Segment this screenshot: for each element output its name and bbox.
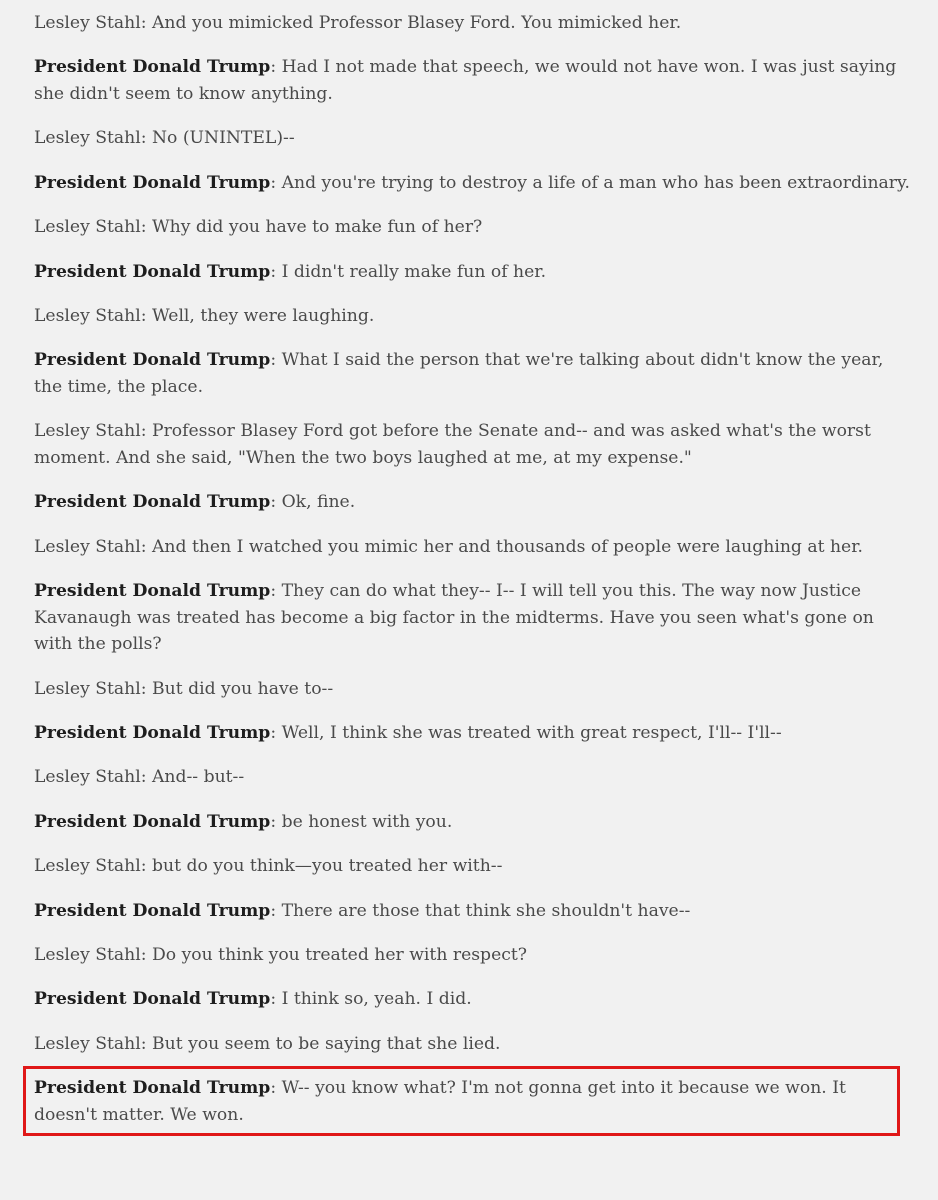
line-text: : Had I not made that speech, we would not have won. I was just saying she didn't seem to know anything.	[34, 57, 897, 104]
line-text: : Professor Blasey Ford got before the Senate and-- and was asked what's the worst moment. And she said, "When the two boys laughed at me, at my expense."	[34, 421, 871, 468]
line-text: : There are those that think she shouldn't have--	[270, 900, 691, 921]
highlighted-transcript-line	[34, 1075, 914, 1128]
line-text: : No (UNINTEL)--	[140, 128, 295, 149]
speaker-name: President Donald Trump	[34, 723, 271, 744]
speaker-name: President Donald Trump	[34, 581, 271, 602]
line-text: : but do you think—you treated her with--	[140, 856, 503, 877]
speaker-name: Lesley Stahl	[34, 945, 141, 965]
transcript-line	[34, 578, 914, 658]
transcript-line	[34, 809, 914, 836]
transcript-line	[34, 676, 914, 703]
transcript-line	[34, 303, 914, 330]
line-text: : And-- but--	[140, 767, 245, 788]
transcript-line	[34, 1031, 914, 1058]
speaker-name: Lesley Stahl	[34, 13, 141, 33]
speaker-name: Lesley Stahl	[34, 128, 141, 149]
line-text: : be honest with you.	[270, 811, 453, 832]
transcript-line	[34, 125, 914, 152]
line-text: : And you're trying to destroy a life of a man who has been extraordinary.	[270, 172, 910, 193]
speaker-name: Lesley Stahl	[34, 856, 141, 877]
line-text: : Well, they were laughing.	[140, 305, 375, 326]
transcript-line	[34, 942, 914, 969]
speaker-name: President Donald Trump	[34, 350, 271, 371]
speaker-name: Lesley Stahl	[34, 217, 141, 238]
transcript-line	[34, 418, 914, 471]
speaker-name: Lesley Stahl	[34, 1033, 141, 1054]
transcript-line	[34, 170, 914, 197]
speaker-name: President Donald Trump	[34, 492, 271, 513]
line-text: : Why did you have to make fun of her?	[140, 217, 483, 238]
line-text: : W-- you know what? I'm not gonna get into it because we won. It doesn't matter. We won.	[34, 1078, 846, 1125]
line-text: : I think so, yeah. I did.	[270, 989, 472, 1010]
transcript-line	[34, 10, 914, 37]
speaker-name: President Donald Trump	[34, 989, 271, 1010]
transcript-line	[34, 489, 914, 516]
speaker-name: President Donald Trump	[34, 1078, 271, 1099]
line-text: : And you mimicked Professor Blasey Ford. You mimicked her.	[140, 13, 682, 33]
transcript-line	[34, 853, 914, 880]
line-text: : I didn't really make fun of her.	[270, 261, 547, 282]
line-text: : But you seem to be saying that she lied.	[140, 1033, 501, 1054]
transcript-line	[34, 347, 914, 400]
speaker-name: Lesley Stahl	[34, 678, 141, 699]
line-text: : And then I watched you mimic her and thousands of people were laughing at her.	[140, 536, 864, 557]
transcript-line	[34, 54, 914, 107]
interview-transcript	[34, 10, 914, 1146]
line-text: : Do you think you treated her with respect?	[140, 945, 527, 965]
transcript-line	[34, 534, 914, 561]
speaker-name: President Donald Trump	[34, 811, 271, 832]
transcript-line	[34, 720, 914, 747]
speaker-name: Lesley Stahl	[34, 536, 141, 557]
speaker-name: Lesley Stahl	[34, 305, 141, 326]
line-text: : Well, I think she was treated with great respect, I'll-- I'll--	[270, 723, 782, 744]
speaker-name: Lesley Stahl	[34, 421, 141, 442]
transcript-line	[34, 986, 914, 1013]
speaker-name: President Donald Trump	[34, 172, 271, 193]
red-highlight-box	[23, 1066, 900, 1136]
speaker-name: President Donald Trump	[34, 900, 271, 921]
speaker-name: Lesley Stahl	[34, 767, 141, 788]
speaker-name: President Donald Trump	[34, 261, 271, 282]
speaker-name: President Donald Trump	[34, 57, 271, 78]
line-text: : They can do what they-- I-- I will tell you this. The way now Justice Kavanaugh was treated has become a big factor in the midterms. Have you seen what's gone on with the polls?	[34, 581, 874, 655]
transcript-line	[34, 214, 914, 241]
line-text: : What I said the person that we're talking about didn't know the year, the time, the place.	[34, 350, 884, 397]
line-text: : But did you have to--	[140, 678, 334, 699]
transcript-line	[34, 898, 914, 925]
transcript-line	[34, 259, 914, 286]
line-text: : Ok, fine.	[270, 492, 356, 513]
transcript-line	[34, 764, 914, 791]
